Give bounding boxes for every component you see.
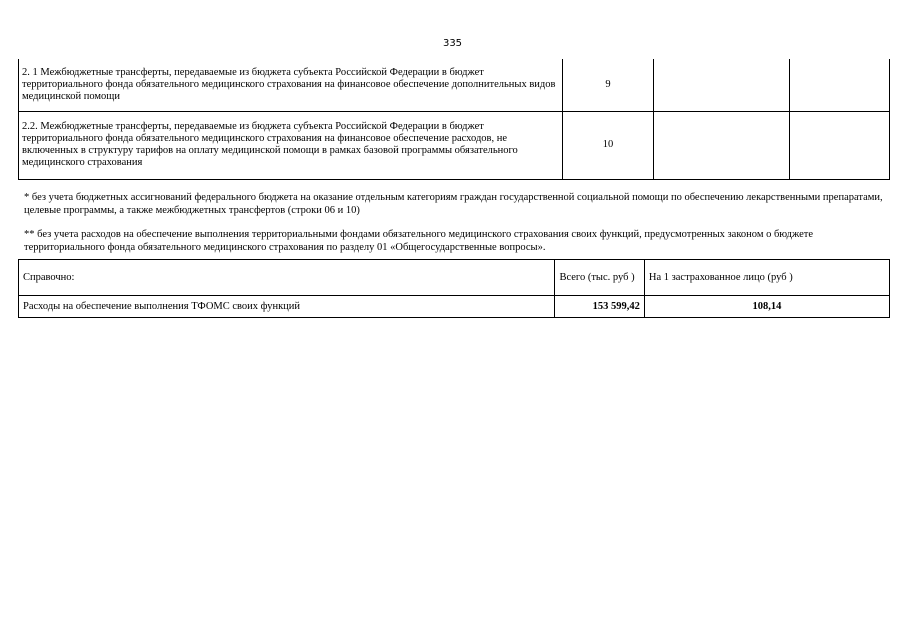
reference-label: Справочно: (19, 260, 555, 296)
empty-cell (654, 59, 790, 111)
empty-cell (790, 111, 890, 179)
table-row (19, 59, 890, 111)
expense-label: Расходы на обеспечение выполнения ТФОМС своих функций (19, 296, 555, 318)
empty-cell (790, 59, 890, 111)
empty-cell (654, 111, 790, 179)
page-number: 335 (442, 38, 463, 49)
transfers-table (18, 59, 890, 180)
row-description: 2.2. Межбюджетные трансферты, передаваемые из бюджета субъекта Российской Федерации в бюджет территориального фонда обязательного медицинского страхования на финансовое обеспечение расходов, не включенных в структуру тарифов на оплату медицинской помощи в рамках базовой программы обязательного медицинского страхования (19, 111, 563, 179)
table-header-row (19, 260, 890, 296)
reference-table (18, 259, 890, 318)
row-description: 2. 1 Межбюджетные трансферты, передаваемые из бюджета субъекта Российской Федерации в бюджет территориального фонда обязательного медицинского страхования на финансовое обеспечение дополнительных видов медицинской помощи (19, 59, 563, 111)
per-person-column-header: На 1 застрахованное лицо (руб ) (644, 260, 889, 296)
table-row (19, 111, 890, 179)
expense-total-value: 153 599,42 (555, 296, 644, 318)
row-line-number: 10 (563, 111, 654, 179)
row-line-number: 9 (563, 59, 654, 111)
table-row (19, 296, 890, 318)
footnote-single-star: * без учета бюджетных ассигнований федерального бюджета на оказание отдельным категориям граждан государственной социальной помощи по обеспечению лекарственными препаратами, целевые программы, а также межбюджетных трансфертов (строки 06 и 10) (24, 192, 883, 216)
expense-per-person-value: 108,14 (644, 296, 889, 318)
total-column-header: Всего (тыс. руб ) (555, 260, 644, 296)
footnote-double-star: ** без учета расходов на обеспечение выполнения территориальными фондами обязательного медицинского страхования своих функций, предусмотренных законом о бюджете территориального фонда обязательного медицинского страхования по разделу 01 «Общегосударственные вопросы». (24, 229, 813, 253)
